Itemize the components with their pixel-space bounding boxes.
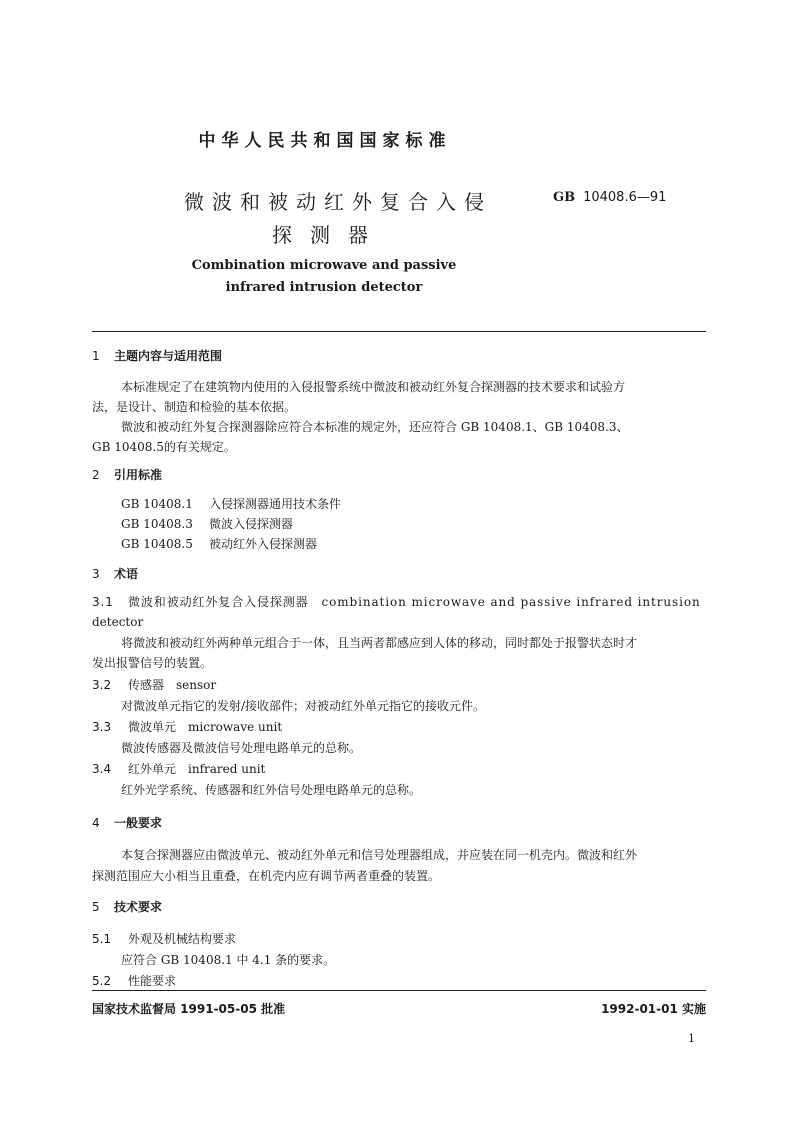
reference-name: 被动红外入侵探测器 <box>209 537 318 551</box>
term-title: 微波单元 microwave unit <box>128 720 283 734</box>
term-number: 3.1 <box>92 595 114 609</box>
s4-p-line1: 本复合探测器应由微波单元、被动红外单元和信号处理器组成，并应装在同一机壳内。微波和红外 <box>121 848 638 862</box>
term-3-3-def: 微波传感器及微波信号处理电路单元的总称。 <box>121 741 362 755</box>
section-title: 技术要求 <box>114 900 163 914</box>
section-title: 术语 <box>114 567 139 581</box>
english-title-line2: infrared intrusion detector <box>225 280 423 295</box>
subsection-5-2-heading <box>92 971 176 991</box>
term-3-1-def-line2: 发出报警信号的装置。 <box>92 656 213 670</box>
page-number: 1 <box>688 1032 695 1045</box>
section-number: 3 <box>92 567 100 581</box>
term-number: 3.4 <box>92 762 112 776</box>
implementation-date: 1992-01-01 实施 <box>601 1002 706 1016</box>
subsection-5-1-text: 应符合 GB 10408.1 中 4.1 条的要求。 <box>121 953 336 967</box>
reference-name: 入侵探测器通用技术条件 <box>209 497 342 511</box>
term-3-1-heading <box>92 592 701 612</box>
english-title-line1: Combination microwave and passive <box>191 258 457 273</box>
section-number: 5 <box>92 900 100 914</box>
term-number: 3.2 <box>92 678 112 692</box>
subsection-title: 外观及机械结构要求 <box>128 932 237 946</box>
term-3-4-def: 红外光学系统、传感器和红外信号处理电路单元的总称。 <box>121 783 422 797</box>
section-title: 一般要求 <box>114 816 163 830</box>
subsection-title: 性能要求 <box>128 974 177 988</box>
term-3-2-def: 对微波单元指它的发射/接收部件；对被动红外单元指它的接收元件。 <box>121 699 486 713</box>
term-3-1-heading-cont: detector <box>92 615 144 629</box>
approval-date: 国家技术监督局 1991-05-05 批准 <box>92 1002 286 1016</box>
term-number: 3.3 <box>92 720 112 734</box>
standard-code-number: 10408.6—91 <box>583 190 667 205</box>
section-3-heading <box>92 564 138 584</box>
reference-item <box>121 534 317 554</box>
term-title: 红外单元 infrared unit <box>128 762 266 776</box>
reference-code: GB 10408.1 <box>121 497 193 511</box>
s1-p2-line1: 微波和被动红外复合探测器除应符合本标准的规定外，还应符合 GB 10408.1、GB 10408.3、 <box>121 420 629 434</box>
term-title: 微波和被动红外复合入侵探测器 combination microwave and passive infrared intrusion <box>128 595 701 609</box>
section-5-heading <box>92 897 162 917</box>
term-3-1-def-line1: 将微波和被动红外两种单元组合于一体，且当两者都感应到人体的移动，同时都处于报警状态时才 <box>121 636 638 650</box>
section-title: 主题内容与适用范围 <box>114 349 223 363</box>
footer-divider <box>92 990 706 991</box>
term-3-3-heading <box>92 717 282 737</box>
s1-p1-line2: 法，是设计、制造和检验的基本依据。 <box>92 400 297 414</box>
section-title: 引用标准 <box>114 468 163 482</box>
term-title: 传感器 sensor <box>128 678 217 692</box>
standard-code <box>553 190 666 205</box>
section-1-heading <box>92 346 222 366</box>
reference-item <box>121 514 293 534</box>
document-title-line1: 微波和被动红外复合入侵 <box>184 190 492 214</box>
section-2-heading <box>92 465 162 485</box>
s1-p2-line2: GB 10408.5的有关规定。 <box>92 440 236 454</box>
reference-item <box>121 494 341 514</box>
reference-code: GB 10408.3 <box>121 517 193 531</box>
org-title: 中华人民共和国国家标准 <box>198 131 452 151</box>
document-title-line2: 探测器 <box>272 223 386 247</box>
subsection-number: 5.1 <box>92 932 112 946</box>
reference-name: 微波入侵探测器 <box>209 517 294 531</box>
term-3-2-heading <box>92 675 216 695</box>
s1-p1-line1: 本标准规定了在建筑物内使用的入侵报警系统中微波和被动红外复合探测器的技术要求和试验方 <box>121 380 626 394</box>
term-3-4-heading <box>92 759 265 779</box>
standard-code-prefix: GB <box>553 190 576 205</box>
header-divider <box>92 331 706 332</box>
subsection-number: 5.2 <box>92 974 112 988</box>
section-4-heading <box>92 813 162 833</box>
subsection-5-1-heading <box>92 929 236 949</box>
s4-p-line2: 探测范围应大小相当且重叠，在机壳内应有调节两者重叠的装置。 <box>92 869 441 883</box>
section-number: 1 <box>92 349 100 363</box>
section-number: 2 <box>92 468 100 482</box>
reference-code: GB 10408.5 <box>121 537 193 551</box>
section-number: 4 <box>92 816 100 830</box>
